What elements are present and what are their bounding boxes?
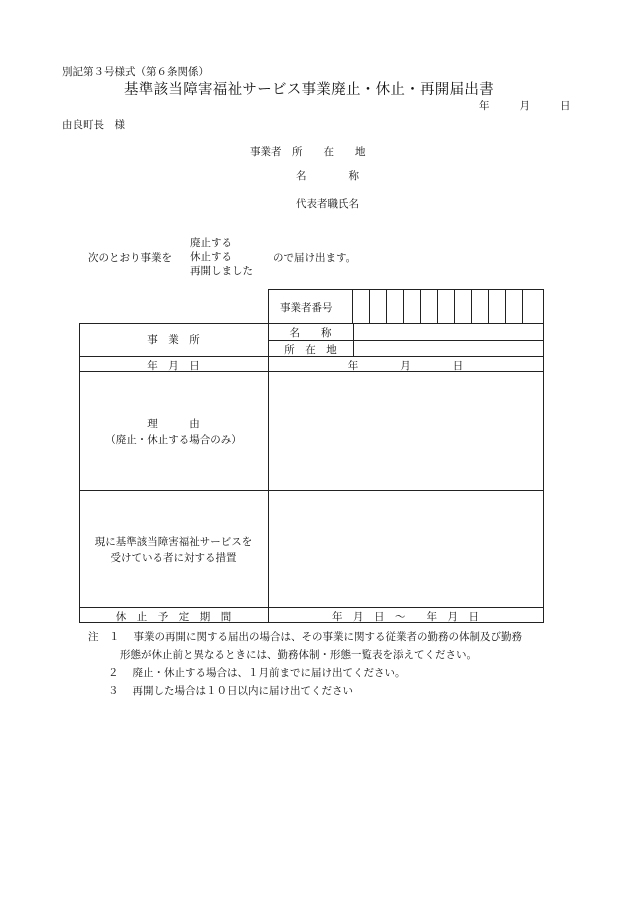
note-1-line1: 事業の再開に関する届出の場合は、その事業に関する従業者の勤務の体制及び勤務 xyxy=(133,631,522,643)
addressee: 由良町長 様 xyxy=(62,119,125,131)
form-reference: 別記第３号様式（第６条関係） xyxy=(62,66,209,78)
reason-note: （廃止・休止する場合のみ） xyxy=(105,434,242,446)
note-1-line2: 形態が休止前と異なるときには、勤務体制・形態一覧表を添えてください。 xyxy=(120,649,477,661)
note-2-text: 廃止・休止する場合は、１月前までに届け出てください。 xyxy=(132,667,406,679)
date-month-label: 月 xyxy=(519,100,530,112)
intro-options xyxy=(190,236,253,278)
operator-number-label: 事業者番号 xyxy=(280,302,333,314)
option-suspend: 休止する xyxy=(190,251,232,263)
notes xyxy=(88,628,522,700)
suspension-period-label: 休 止 予 定 期 間 xyxy=(115,611,232,623)
office-address-label: 所 在 地 xyxy=(284,344,337,356)
date-row-label: 年 月 日 xyxy=(147,360,200,372)
intro-suffix: ので届け出ます。 xyxy=(273,252,357,264)
note-3-marker: ３ xyxy=(108,685,119,697)
note-2-marker: ２ xyxy=(108,667,119,679)
office-name-label: 名 称 xyxy=(289,327,332,339)
date-day-label: 日 xyxy=(560,100,571,112)
reason-label: 理 由 xyxy=(147,418,200,430)
representative-label: 代表者職氏名 xyxy=(296,198,359,210)
page-title: 基準該当障害福祉サービス事業廃止・休止・再開届出書 xyxy=(124,82,494,98)
operator-name-label: 名 称 xyxy=(296,170,359,182)
date-row-value: 年 月 日 xyxy=(347,360,464,372)
measures-label-line1: 現に基準該当障害福祉サービスを xyxy=(94,536,253,548)
option-abolish: 廃止する xyxy=(190,237,232,249)
submission-date xyxy=(479,98,571,113)
date-year-label: 年 xyxy=(479,100,490,112)
option-resume: 再開しました xyxy=(190,265,253,277)
note-1-marker: 注 １ xyxy=(88,631,120,643)
operator-address-label: 事業者 所 在 地 xyxy=(250,146,366,158)
note-3-text: 再開した場合は１０日以内に届け出てください xyxy=(132,685,353,697)
office-label: 事 業 所 xyxy=(147,334,200,346)
intro-prefix: 次のとおり事業を xyxy=(88,252,172,264)
suspension-period-value: 年 月 日 ～ 年 月 日 xyxy=(332,611,479,623)
measures-label-line2: 受けている者に対する措置 xyxy=(110,552,237,564)
